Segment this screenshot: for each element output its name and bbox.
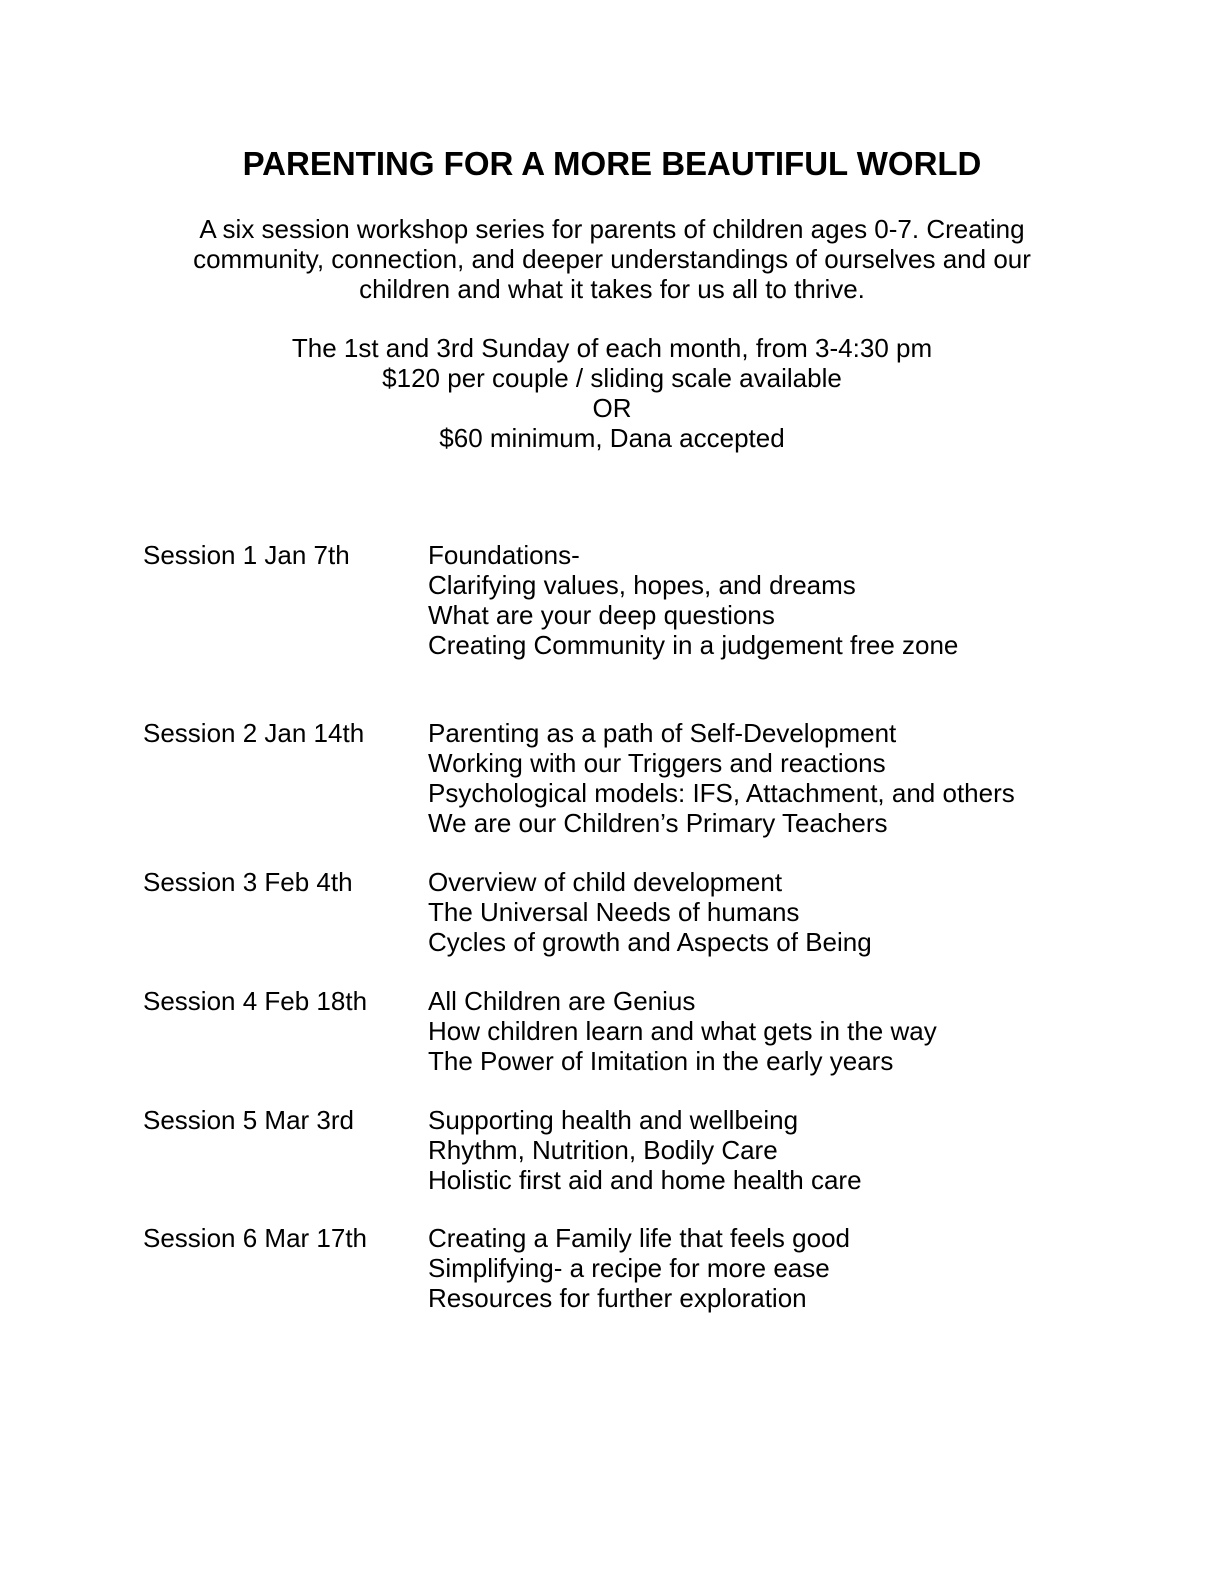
topic-item: Psychological models: IFS, Attachment, and others bbox=[428, 778, 1015, 808]
price-text: $120 per couple / sliding scale available bbox=[382, 363, 842, 393]
session-topics bbox=[428, 986, 937, 1076]
session-label: Session 4 Feb 18th bbox=[143, 986, 368, 1016]
topic-item: What are your deep questions bbox=[428, 600, 775, 630]
topic-item: Cycles of growth and Aspects of Being bbox=[428, 927, 872, 957]
schedule-text: The 1st and 3rd Sunday of each month, from 3-4:30 pm bbox=[291, 333, 933, 363]
topic-item: We are our Children’s Primary Teachers bbox=[428, 808, 888, 838]
page-title: PARENTING FOR A MORE BEAUTIFUL WORLD bbox=[242, 145, 982, 182]
topic-item: The Power of Imitation in the early years bbox=[428, 1046, 894, 1076]
topic-item: Creating a Family life that feels good bbox=[428, 1223, 850, 1253]
intro-line: A six session workshop series for parents of children ages 0-7. Creating bbox=[199, 214, 1025, 244]
topic-item: Supporting health and wellbeing bbox=[428, 1105, 799, 1135]
session-topics bbox=[428, 867, 872, 957]
topic-item: The Universal Needs of humans bbox=[428, 897, 800, 927]
session-topics bbox=[428, 1223, 850, 1313]
topic-item: How children learn and what gets in the way bbox=[428, 1016, 937, 1046]
workshop-details bbox=[0, 333, 1224, 453]
topic-item: Working with our Triggers and reactions bbox=[428, 748, 886, 778]
topic-item: Clarifying values, hopes, and dreams bbox=[428, 570, 856, 600]
topic-item: Overview of child development bbox=[428, 867, 783, 897]
intro-paragraph bbox=[0, 214, 1224, 304]
session-topics bbox=[428, 718, 1015, 838]
topic-item: Rhythm, Nutrition, Bodily Care bbox=[428, 1135, 778, 1165]
topic-item: Resources for further exploration bbox=[428, 1283, 807, 1313]
topic-item: Creating Community in a judgement free zone bbox=[428, 630, 959, 660]
session-label: Session 6 Mar 17th bbox=[143, 1223, 368, 1253]
intro-line: community, connection, and deeper understandings of ourselves and our bbox=[193, 244, 1031, 274]
topic-item: Parenting as a path of Self-Development bbox=[428, 718, 897, 748]
topic-item: Holistic first aid and home health care bbox=[428, 1165, 862, 1195]
alternative-price-text: $60 minimum, Dana accepted bbox=[439, 423, 785, 453]
or-separator: OR bbox=[592, 393, 632, 423]
topic-item: All Children are Genius bbox=[428, 986, 696, 1016]
session-label: Session 2 Jan 14th bbox=[143, 718, 365, 748]
intro-line: children and what it takes for us all to thrive. bbox=[359, 274, 865, 304]
topic-item: Foundations- bbox=[428, 540, 580, 570]
session-label: Session 1 Jan 7th bbox=[143, 540, 350, 570]
session-label: Session 3 Feb 4th bbox=[143, 867, 353, 897]
session-label: Session 5 Mar 3rd bbox=[143, 1105, 354, 1135]
session-topics bbox=[428, 1105, 862, 1195]
topic-item: Simplifying- a recipe for more ease bbox=[428, 1253, 830, 1283]
session-topics bbox=[428, 540, 958, 660]
